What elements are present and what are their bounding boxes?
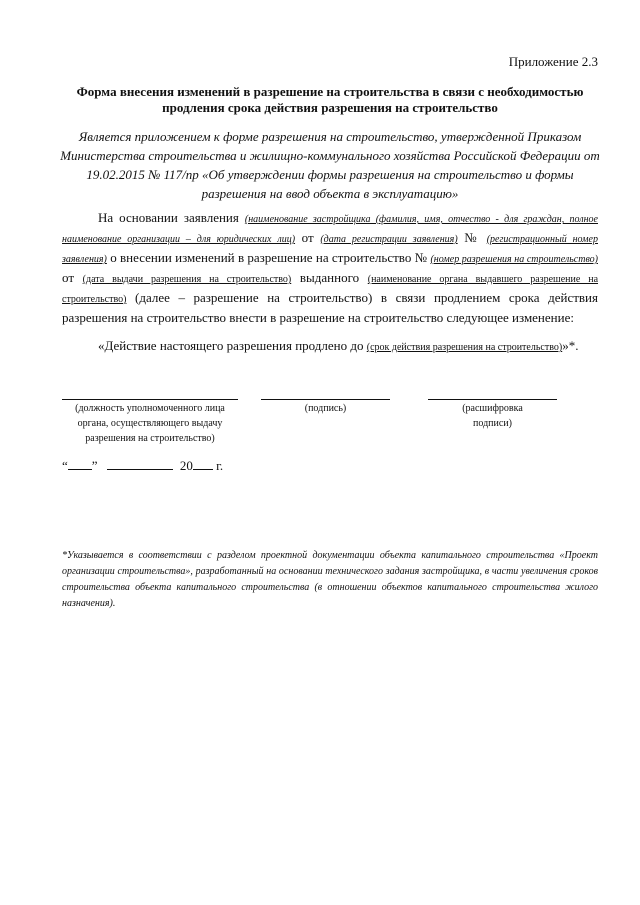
statement-text: »*. [562, 338, 579, 353]
quote-open: “ [62, 458, 68, 473]
body-text: На основании заявления [98, 210, 245, 225]
field-permit-number: (номер разрешения на строительство) [430, 254, 598, 265]
body-text: (далее – разрешение на строительство) в связи продлением срока действия разрешения на строительство внести в разрешение на строительство следующее изменение: [62, 290, 598, 325]
decode-caption: (расшифровка подписи) [462, 403, 523, 429]
field-issuing-body: (наименование органа выдавшего разрешение на строительство) [62, 274, 599, 305]
form-body-paragraph [62, 209, 598, 327]
position-caption: (должность уполномоченного лица органа, осуществляющего выдачу разрешения на строительство) [75, 403, 225, 444]
year-blank [193, 459, 213, 470]
decode-line [428, 399, 557, 400]
form-title: Форма внесения изменений в разрешение на строительства в связи с необходимостью продления срока действия разрешения на строительство [76, 84, 584, 115]
field-term: (срок действия разрешения на строительство) [366, 342, 563, 353]
field-registration-number: (регистрационный номер заявления) [62, 234, 598, 265]
field-applicant: (наименование застройщика (фамилия, имя, отчество - для граждан, полное наименование организации – для юридических лиц) [62, 214, 598, 245]
body-text: № [457, 230, 487, 245]
date-line [62, 458, 223, 474]
annex-label: Приложение 2.3 [508, 54, 598, 69]
year-suffix: г. [216, 458, 224, 473]
signature-line [261, 399, 390, 400]
body-text: от [295, 230, 321, 245]
body-text: о внесении изменений в разрешение на строительство № [106, 250, 431, 265]
body-text: выданного [291, 270, 368, 285]
field-registration-date: (дата регистрации заявления) [320, 234, 458, 245]
signature-caption: (подпись) [304, 403, 347, 414]
day-blank [68, 459, 92, 470]
year-prefix: 20 [179, 458, 193, 473]
extension-statement [62, 338, 598, 354]
form-subtitle: Является приложением к форме разрешения на строительство, утвержденной Приказом Министерства строительства и жилищно-коммунального хозяйства Российской Федерации от 19.02.2015 № 117/пр «Об утверждении формы разрешения на строительство и формы разрешения на ввод объекта в эксплуатацию» [60, 129, 600, 201]
statement-text: «Действие настоящего разрешения продлено до [98, 338, 367, 353]
footnote: *Указывается в соответствии с разделом проектной документации объекта капитального строительства «Проект организации строительства», разработанный на основании технического задания застройщика, в части увеличения сроков строительства объекта капитального строительства (в отношении объектов капитального строительства жилого назначения). [62, 550, 598, 609]
quote-close: ” [91, 458, 98, 473]
body-text: от [62, 270, 83, 285]
field-issue-date: (дата выдачи разрешения на строительство) [82, 274, 292, 285]
position-line [62, 399, 238, 400]
month-blank [107, 459, 173, 470]
